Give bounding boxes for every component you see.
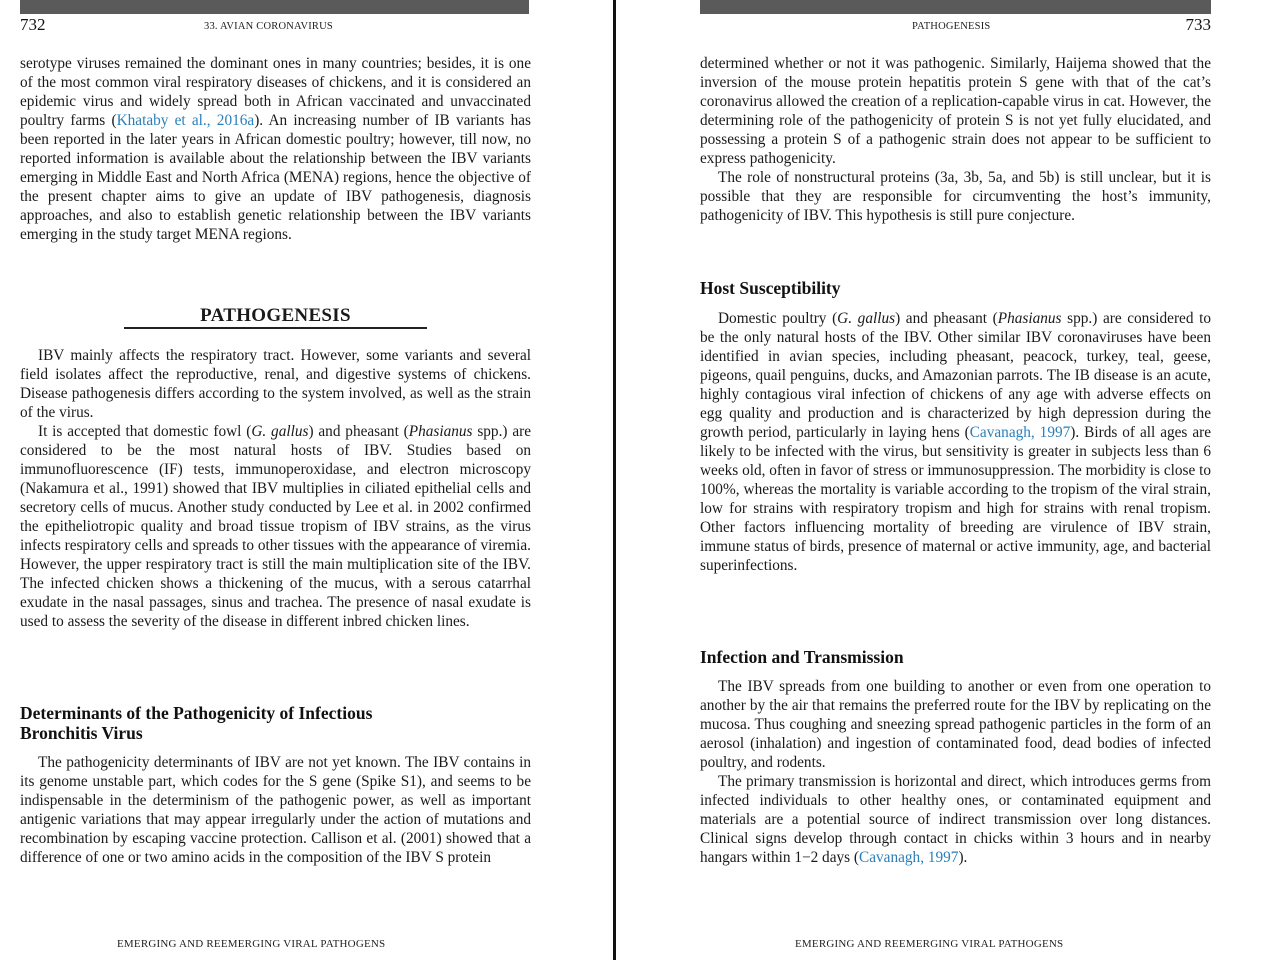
text-run: ). An increasing number of IB variants has been reported in the later years in African domestic poultry; however, till now, no reported information is available about the relationship between the IBV variants emerging in Middle East and North Africa (MENA) regions, hence the objective of the present chapter aims to give an update of IBV pathogenesis, diagnosis approaches, and also to establish genetic relationship between the IBV variants emerging in the study target MENA regions. — [20, 112, 532, 243]
paragraph: The role of nonstructural proteins (3a, 3b, 5a, and 5b) is still unclear, but it is possible that they are responsible for circumventing the host’s immunity, pathogenicity of IBV. This hypothesis is still pure conjecture. — [700, 169, 1211, 224]
book-spine — [613, 0, 616, 960]
page-footer: EMERGING AND REEMERGING VIRAL PATHOGENS — [795, 938, 1064, 950]
subsection-title — [20, 703, 372, 743]
citation-link[interactable]: Khataby et al., 2016a — [116, 112, 255, 129]
text-run: ). Birds of all ages are likely to be infected with the virus, but sensitivity is greater in subjects less than 6 weeks old, often in favor of stress or immunosuppression. The morbidity is close to 100%, whereas the mortality is variable according to the tropism of the viral strain, low for strains with respiratory tropism and high for strains with renal tropism. Other factors influencing mortality of breeding are virulence of IBV strain, immune status of birds, presence of maternal or active immunity, age, and bacterial superinfections. — [700, 424, 1211, 574]
text-run: Domestic poultry ( — [718, 310, 838, 327]
host-susceptibility-title: Host Susceptibility — [700, 278, 841, 298]
paragraph — [20, 422, 531, 631]
running-head: PATHOGENESIS — [912, 21, 991, 32]
page-number: 733 — [1185, 15, 1211, 34]
text-run: serotype viruses remained the dominant ones in many countries; besides, it is one of the most common viral respiratory diseases of chickens, and it is considered an epidemic virus and widely spread both in African vaccinated and unvaccinated poultry farms ( — [20, 55, 531, 129]
paragraph — [700, 772, 1211, 867]
text-run: ) and pheasant ( — [895, 310, 998, 327]
citation-link[interactable]: Cavanagh, 1997 — [859, 849, 959, 866]
continued-body — [700, 54, 1211, 225]
text-run: It is accepted that domestic fowl ( — [38, 423, 252, 440]
species-name: G. gallus — [837, 310, 896, 327]
paragraph — [700, 309, 1211, 575]
species-name: G. gallus — [251, 423, 309, 440]
text-run: spp.) are considered to be the only natural hosts of the IBV. Other similar IBV coronaviruses have been identified in avian species, including pheasant, peacock, turkey, teal, geese, pigeons, quail penguins, ducks, and Amazonian parrots. The IB disease is an acute, highly contagious viral infection of chickens of any age with adverse effects on egg quality and production and is characterized by high depression during the growth period, particularly in laying hens ( — [700, 310, 1212, 441]
intro-paragraph — [20, 54, 531, 244]
paragraph: The IBV spreads from one building to another or even from one operation to another by the air that remains the preferred route for the IBV by replicating on the mucosa. Thus coughing and sneezing spread pathogenic particles in the form of an aerosol (inhalation) and ingestion of contaminated food, dead bodies of infected poultry, and rodents. — [700, 678, 1211, 771]
pathogenesis-body — [20, 346, 531, 631]
left-page — [20, 0, 531, 960]
page-header — [700, 15, 1211, 39]
text-run: The primary transmission is horizontal and direct, which introduces germs from infected individuals to other healthy ones, or contaminated equipment and materials are a potential source of indirect transmission over long distances. Clinical signs develop through contact in chicks within 3 hours and in nearby hangars within 1−2 days ( — [700, 773, 1211, 866]
paragraph: determined whether or not it was pathogenic. Similarly, Haijema showed that the inversion of the mouse protein hepatitis protein S gene with that of the cat’s coronavirus allowed the creation of a replication-capable virus in cat. However, the determining role of the pathogenicity of protein S is not yet fully elucidated, and possessing a protein S of a pathogenic strain does not appear to be sufficient to express pathogenicity. — [700, 55, 1211, 167]
header-rule — [700, 0, 1211, 14]
text-run: ). — [958, 849, 968, 866]
text-run: spp.) are considered to be the most natural hosts of IBV. Studies based on immunofluorescence (IF) tests, immunoperoxidase, and electron microscopy (Nakamura et al., 1991) showed that IBV multiplies in ciliated epithelial cells and secretory cells of mucus. Another study conducted by Lee et al. in 2002 confirmed the epitheliotropic quality and broad tissue tropism of IBV strains, as the virus infects respiratory cells and spreads to other tissues with the appearance of viremia. However, the upper respiratory tract is still the main multiplication site of the IBV. The infected chicken shows a thickening of the mucus, with a serous catarrhal exudate in the nasal passages, sinus and trachea. The presence of nasal exudate is used to assess the severity of the disease in different inbred chicken lines. — [20, 423, 532, 630]
section-title-rule — [124, 327, 427, 329]
page-number: 732 — [20, 15, 46, 34]
paragraph: IBV mainly affects the respiratory tract. However, some variants and several field isolates affect the reproductive, renal, and digestive systems of chickens. Disease pathogenesis differs according to the system involved, as well as the strain of the virus. — [20, 347, 531, 421]
subsection-title-line: Bronchitis Virus — [20, 723, 143, 743]
right-page — [700, 0, 1211, 960]
subsection-title-line: Determinants of the Pathogenicity of Infectious — [20, 703, 373, 723]
running-head: 33. AVIAN CORONAVIRUS — [204, 21, 333, 32]
header-rule — [20, 0, 529, 14]
section-title: PATHOGENESIS — [200, 305, 351, 326]
text-run: ) and pheasant ( — [308, 423, 409, 440]
species-name: Phasianus — [408, 423, 473, 440]
page-footer: EMERGING AND REEMERGING VIRAL PATHOGENS — [117, 938, 386, 950]
host-susceptibility-body — [700, 309, 1211, 575]
infection-transmission-title: Infection and Transmission — [700, 647, 904, 667]
paragraph: The pathogenicity determinants of IBV are not yet known. The IBV contains in its genome unstable part, which codes for the S gene (Spike S1), and seems to be indispensable in the determinism of the pathogenic power, as well as important antigenic variations that may appear irregularly under the action of mutations and recombination by escaping vaccine protection. Callison et al. (2001) showed that a difference of one or two amino acids in the composition of the IBV S protein — [20, 754, 531, 866]
species-name: Phasianus — [997, 310, 1062, 327]
page-header — [20, 15, 531, 39]
citation-link[interactable]: Cavanagh, 1997 — [969, 424, 1071, 441]
determinants-body — [20, 753, 531, 867]
infection-transmission-body — [700, 677, 1211, 867]
